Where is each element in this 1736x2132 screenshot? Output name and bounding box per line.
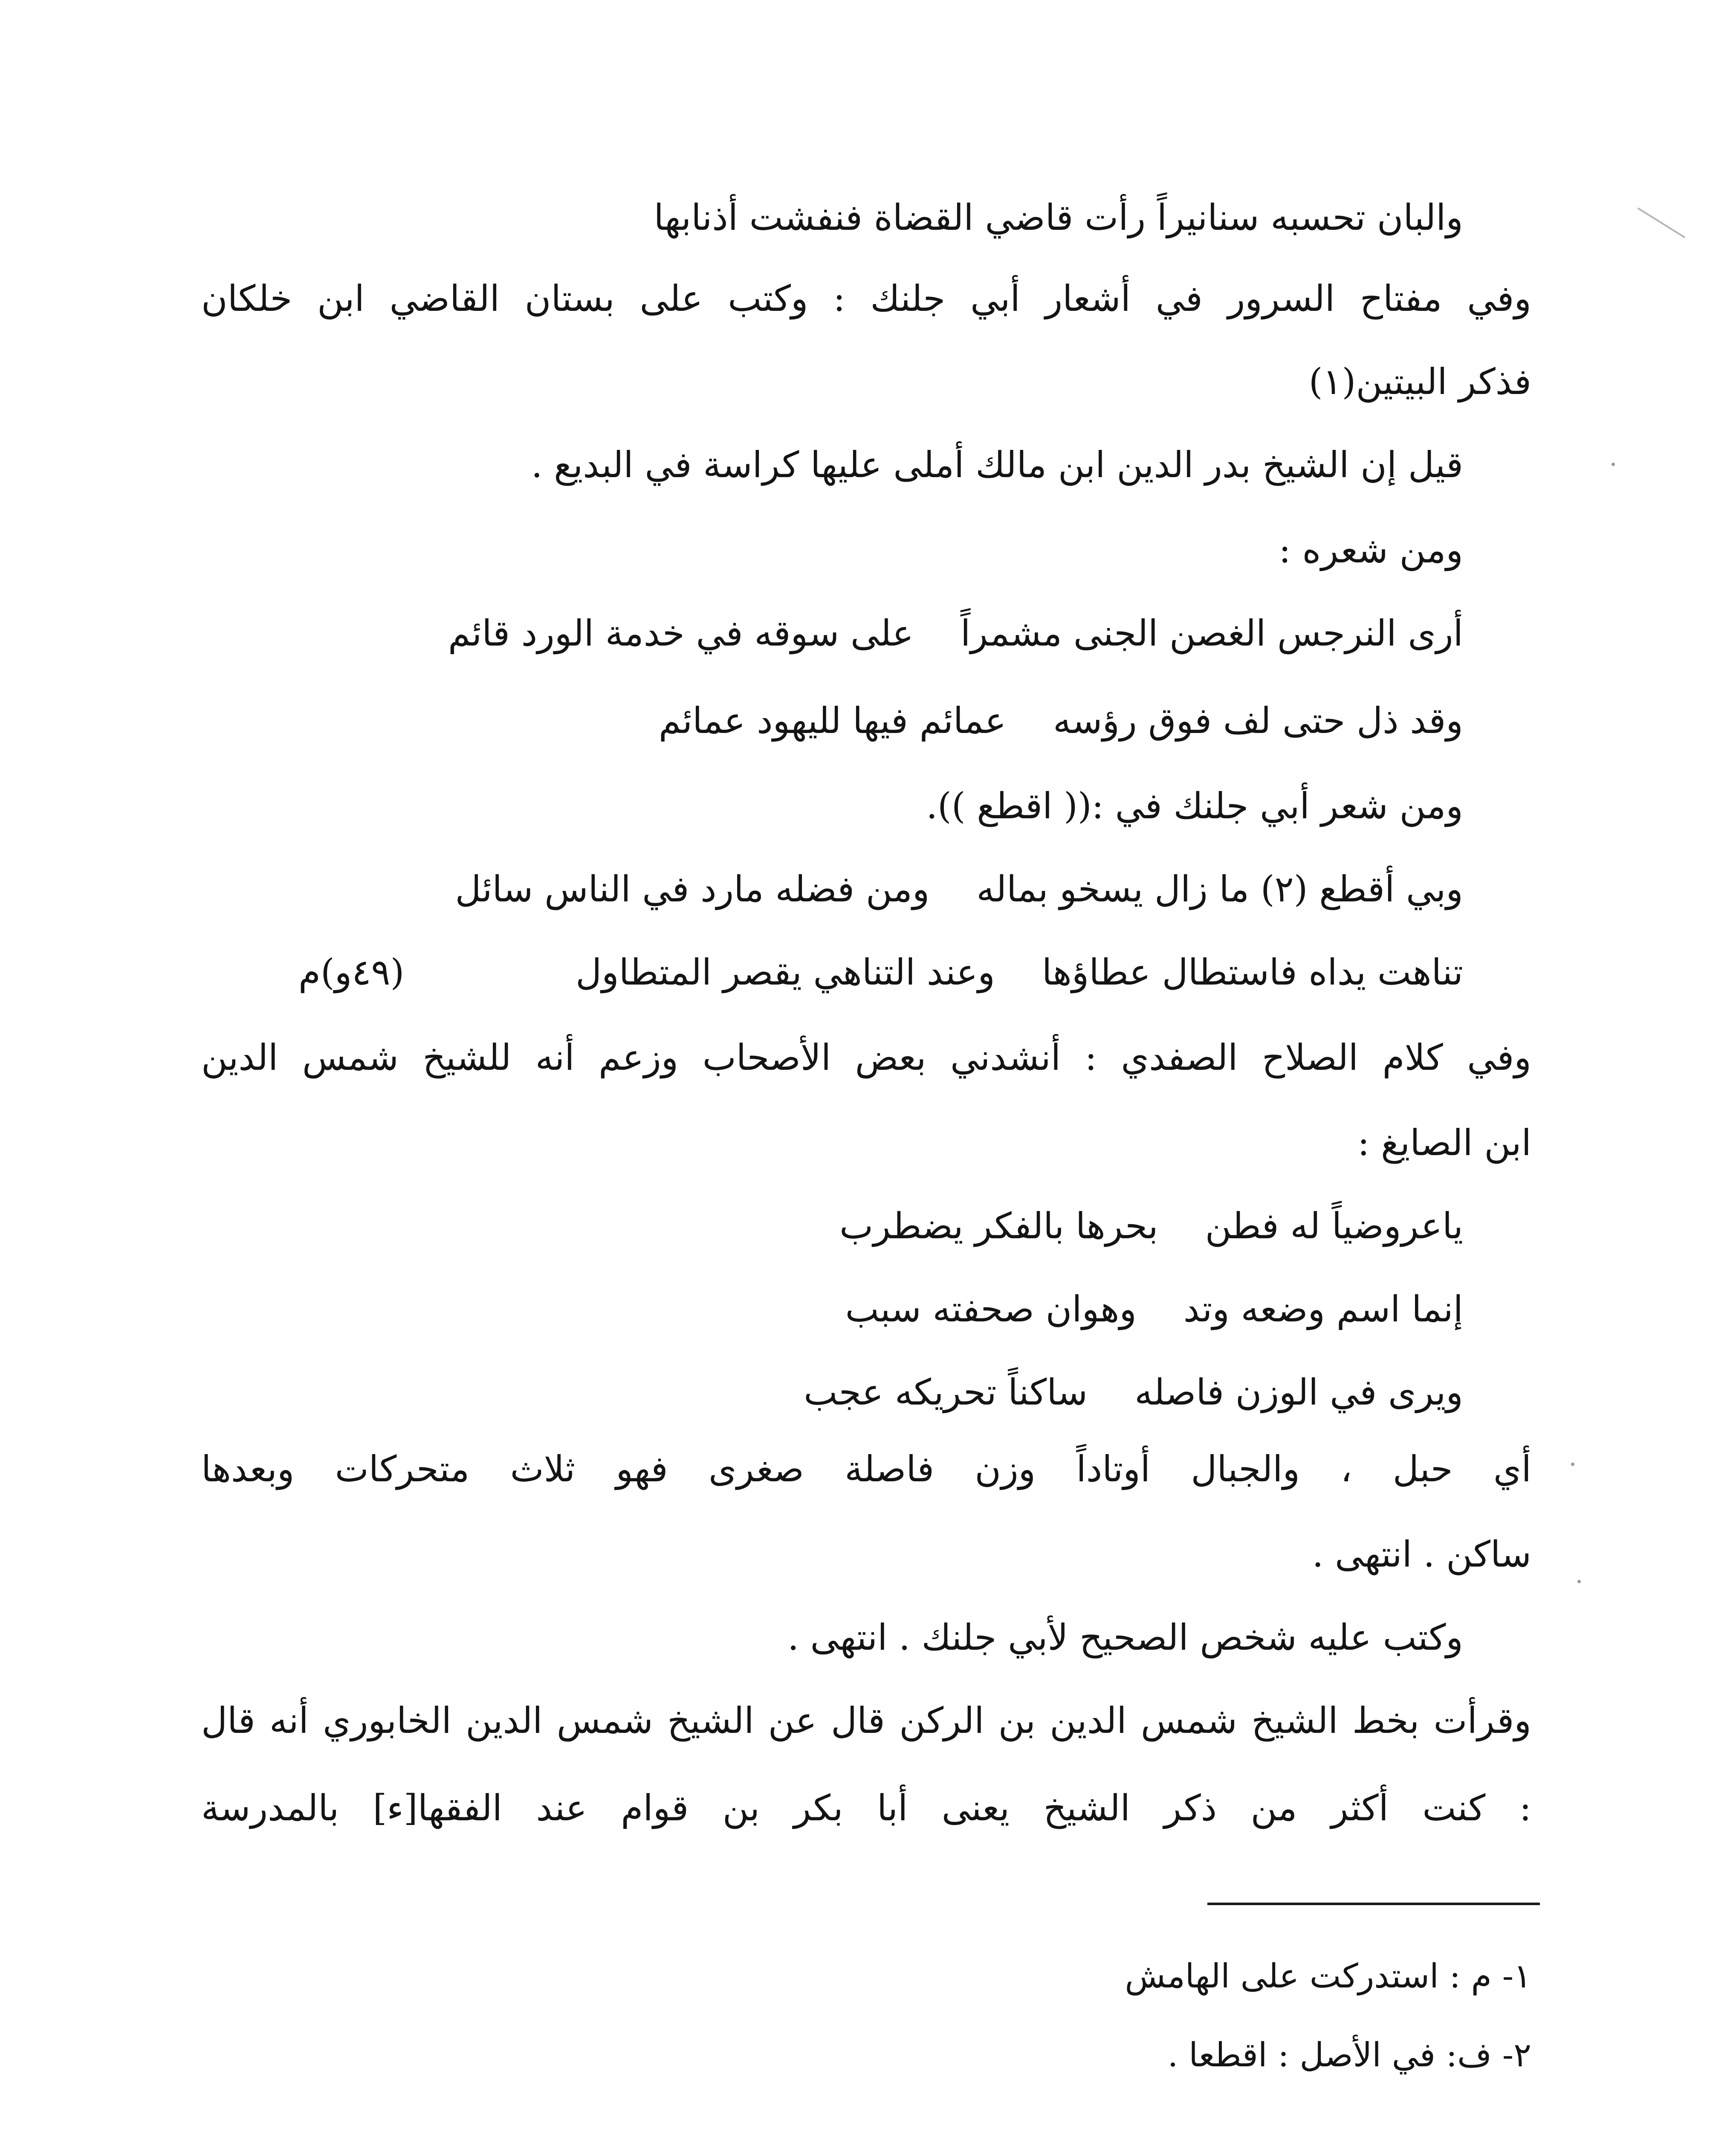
text-line: : كنت أكثر من ذكر الشيخ يعنى أبا بكر بن قوام عند الفقها[ء] بالمدرسة [201,1787,1531,1829]
verse-second-hemistich: وهوان صحفته سبب [845,1288,1137,1330]
verse-first-hemistich: إنما اسم وضعه وتد [1183,1288,1463,1330]
verse-second-hemistich: بحرها بالفكر يضطرب [839,1205,1158,1247]
text-line: ساكن . انتهى . [1312,1533,1531,1575]
folio-margin-note: (٤٩و)م [298,951,405,993]
text-line: وفي كلام الصلاح الصفدي : أنشدني بعض الأصحاب وزعم أنه للشيخ شمس الدين [201,1037,1531,1078]
footnote: ١- م : استدركت على الهامش [1125,1957,1531,1996]
verse-second-hemistich: ساكناً تحريكه عجب [804,1371,1088,1413]
verse-second-hemistich: عمائم فيها لليهود عمائم [658,700,1007,742]
verse-line [659,695,1463,746]
verse-second-hemistich: ومن فضله مارد في الناس سائل [455,868,930,910]
verse-line [839,1200,1463,1251]
text-line: وفي مفتاح السرور في أشعار أبي جلنك : وكتب على بستان القاضي ابن خلكان [201,278,1531,319]
text-line: ومن شعره : [1279,529,1463,571]
verse-first-hemistich: ويرى في الوزن فاصله [1134,1371,1463,1413]
verse-first-hemistich: وقد ذل حتى لف فوق رؤسه [1053,700,1463,742]
text-line: وقرأت بخط الشيخ شمس الدين بن الركن قال عن الشيخ شمس الدين الخابوري أنه قال [201,1700,1531,1741]
text-line: قيل إن الشيخ بدر الدين ابن مالك أملى عليها كراسة في البديع . [531,444,1463,486]
text-line: وكتب عليه شخص الصحيح لأبي جلنك . انتهى . [787,1616,1463,1658]
scan-mark [1638,207,1685,238]
verse-second-hemistich: على سوقه في خدمة الورد قائم [448,612,914,654]
verse-first-hemistich: ياعروضياً له فطن [1205,1205,1463,1247]
verse-second-hemistich: وعند التناهي يقصر المتطاول [576,951,995,993]
verse-line [576,947,1463,998]
text-line: والبان تحسبه سنانيراً رأت قاضي القضاة فنفشت أذنابها [654,197,1463,238]
text-line: فذكر البيتين(١) [1308,361,1531,403]
text-line: ابن الصايغ : [1357,1122,1531,1164]
scan-speck [1571,1463,1574,1466]
scan-speck [1577,1580,1581,1583]
text-line: أي حبل ، والجبال أوتاداً وزن فاصلة صغرى فهو ثلاث متحركات وبعدها [201,1448,1531,1490]
verse-line [455,863,1463,915]
verse-first-hemistich: وبي أقطع (٢) ما زال يسخو بماله [976,868,1463,910]
verse-line [845,1283,1463,1335]
text-line: ومن شعر أبي جلنك في :(( اقطع )). [926,785,1463,827]
verse-first-hemistich: أرى النرجس الغصن الجنى مشمراً [960,612,1463,654]
verse-line [804,1367,1463,1418]
verse-first-hemistich: تناهت يداه فاستطال عطاؤها [1042,951,1463,993]
verse-line [448,608,1463,659]
footnote: ٢- ف: في الأصل : اقطعا . [1167,2036,1531,2074]
footnote-separator [1207,1903,1540,1905]
scan-speck [1612,463,1615,466]
